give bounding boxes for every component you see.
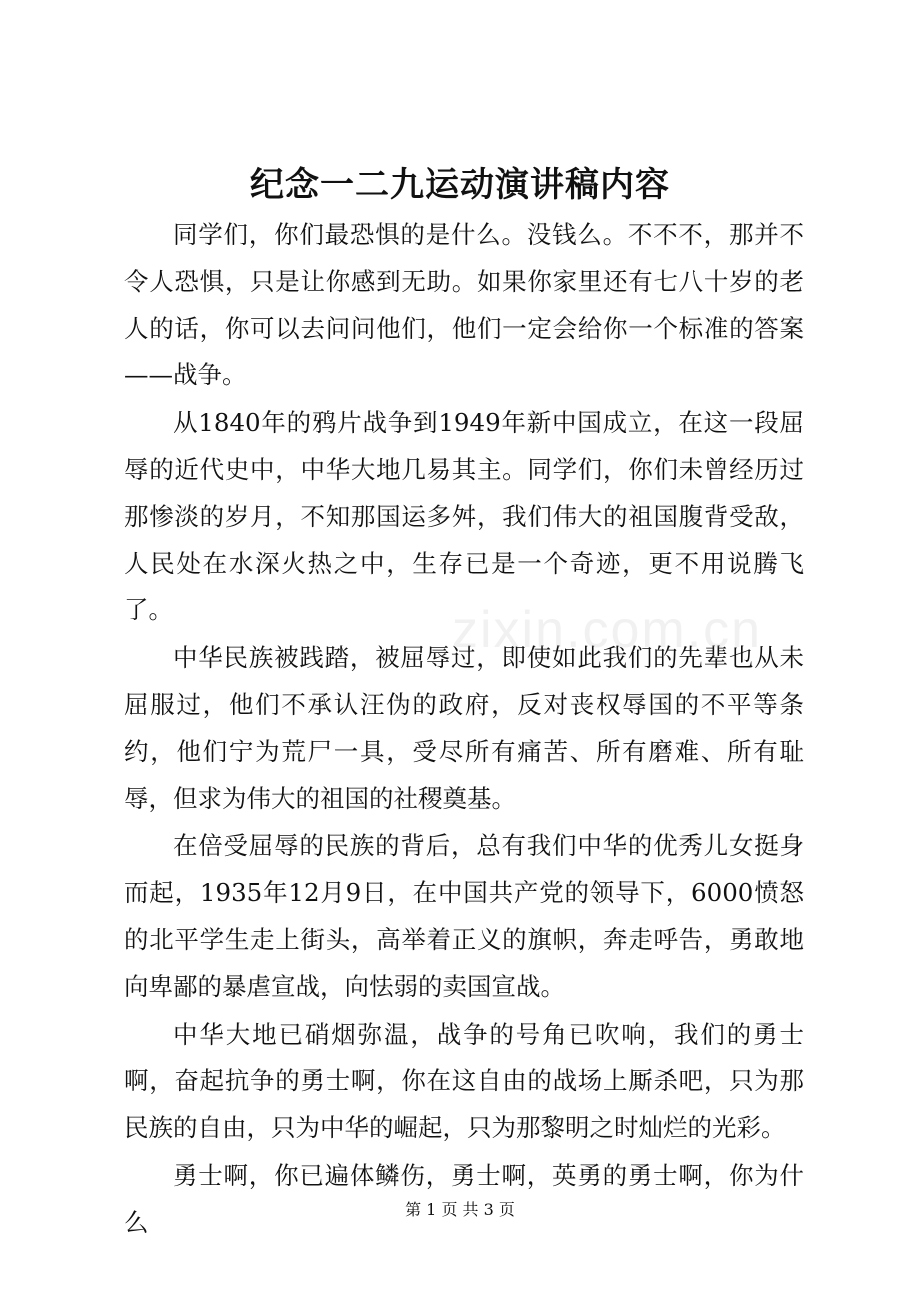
document-body [124,212,804,1248]
paragraph: 勇士啊，你已遍体鳞伤，勇士啊，英勇的勇士啊，你为什么 [124,1160,804,1237]
paragraph: 在倍受屈辱的民族的背后，总有我们中华的优秀儿女挺身而起，1935年12月9日，在中国共产党的领导下，6000愤怒的北平学生走上街头，高举着正义的旗帜，奔走呼告，勇敢地向卑鄙的暴虐宣战，向怯弱的卖国宣战。 [124,831,804,1001]
watermark: zixin.com.cn [452,601,763,659]
paragraph: 同学们，你们最恐惧的是什么。没钱么。不不不，那并不令人恐惧，只是让你感到无助。如果你家里还有七八十岁的老人的话，你可以去问问他们，他们一定会给你一个标准的答案——战争。 [124,220,804,390]
paragraph: 中华大地已硝烟弥温，战争的号角已吹响，我们的勇士啊，奋起抗争的勇士啊，你在这自由的战场上厮杀吧，只为那民族的自由，只为中华的崛起，只为那黎明之时灿烂的光彩。 [124,1019,804,1143]
paragraph: 中华民族被践踏，被屈辱过，即使如此我们的先辈也从未屈服过，他们不承认汪伪的政府，反对丧权辱国的不平等条约，他们宁为荒尸一具，受尽所有痛苦、所有磨难、所有耻辱，但求为伟大的祖国的社稷奠基。 [124,643,804,813]
paragraph: 从1840年的鸦片战争到1949年新中国成立，在这一段屈辱的近代史中，中华大地几易其主。同学们，你们未曾经历过那惨淡的岁月，不知那国运多舛，我们伟大的祖国腹背受敌，人民处在水深火热之中，生存已是一个奇迹，更不用说腾飞了。 [124,408,804,625]
page-footer: 第 1 页 共 3 页 [405,1200,515,1219]
document-title: 纪念一二九运动演讲稿内容 [250,165,670,205]
